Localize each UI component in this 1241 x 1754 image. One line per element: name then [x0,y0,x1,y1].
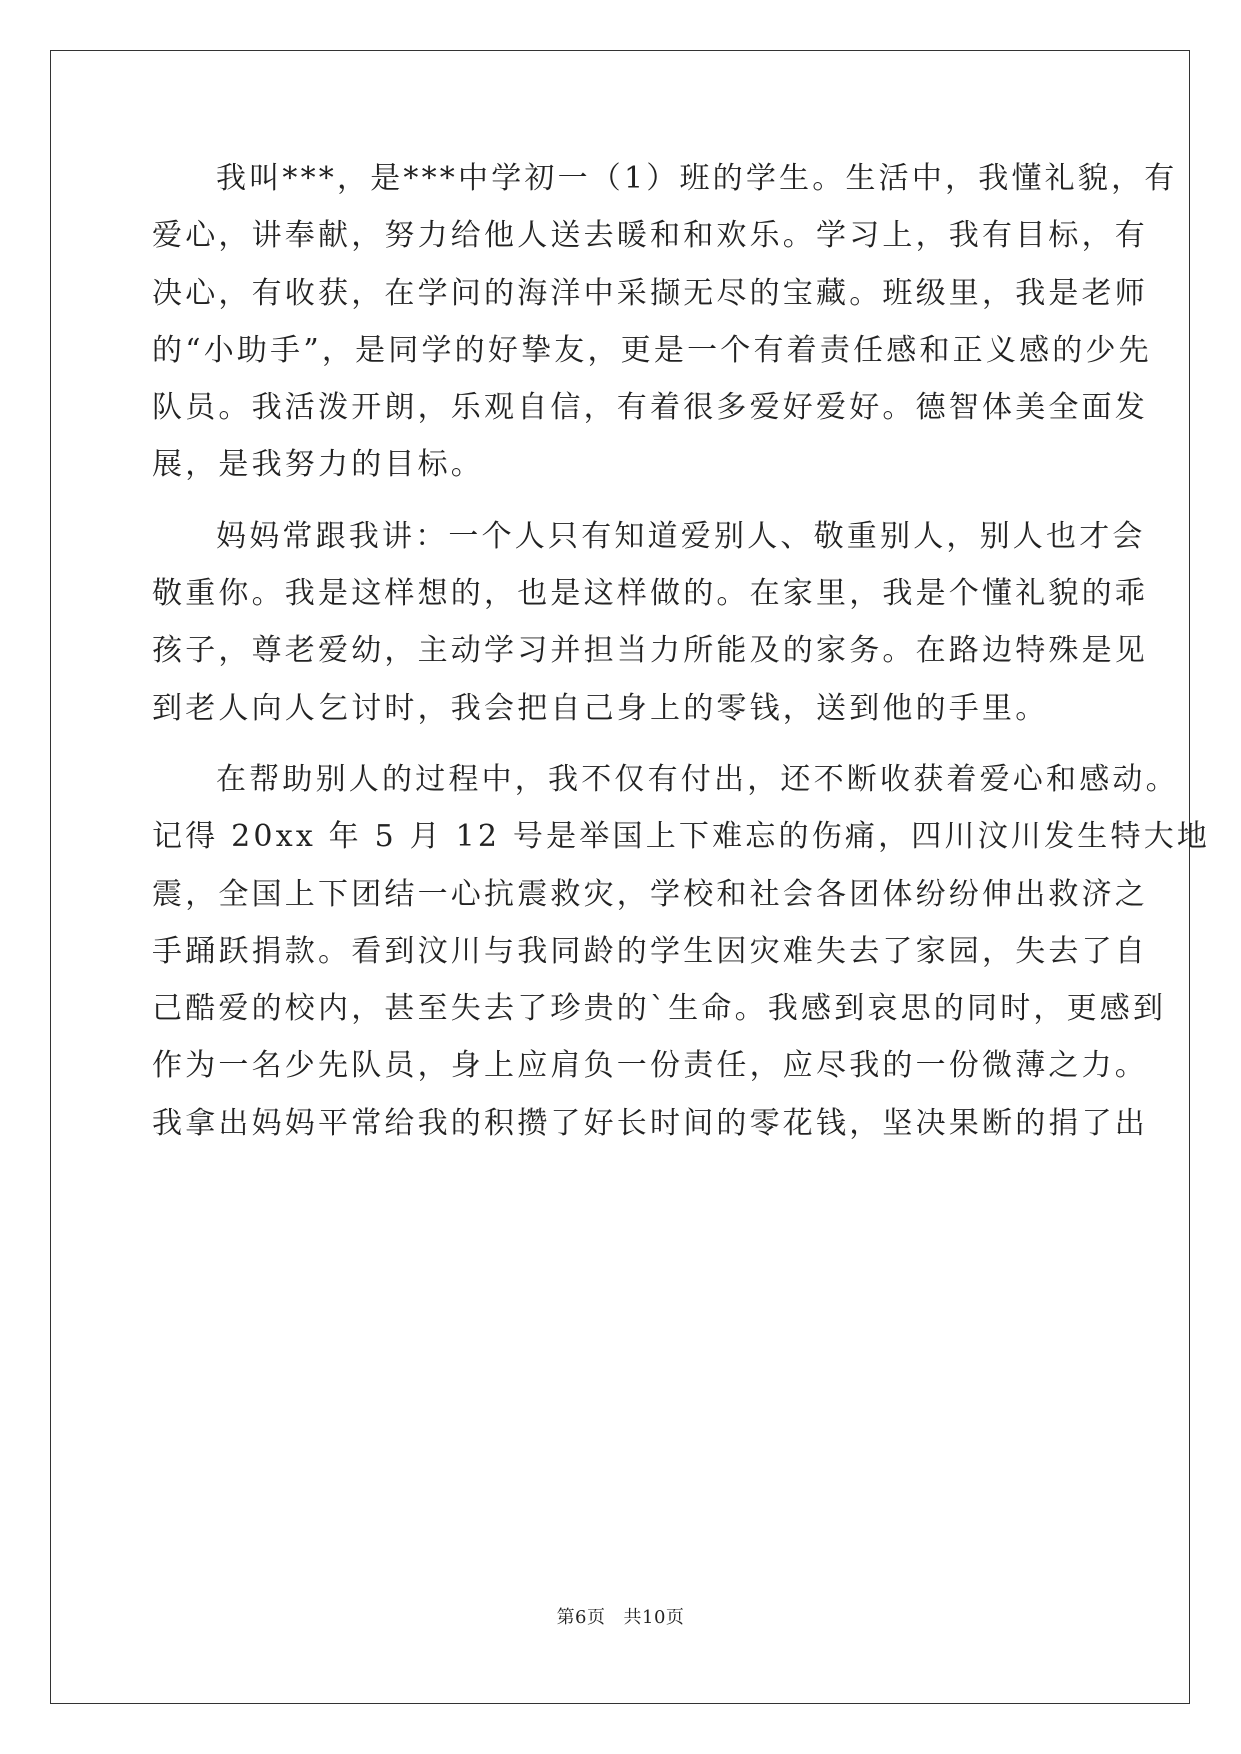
text-line: 敬重你。我是这样想的，也是这样做的。在家里，我是个懂礼貌的乖 [152,576,1148,612]
text-line: 展，是我努力的目标。 [152,447,484,483]
paragraph-3 [152,751,1211,1152]
paragraph-2 [152,508,1148,737]
text-line: 决心，有收获，在学问的海洋中采撷无尽的宝藏。班级里，我是老师 [152,275,1148,311]
text-line: 妈妈常跟我讲：一个人只有知道爱别人、敬重别人，别人也才会 [216,518,1146,554]
text-line: 我拿出妈妈平常给我的积攒了好长时间的零花钱，坚决果断的捐了出 [152,1105,1148,1141]
text-line: 的“小助手”，是同学的好挚友，更是一个有着责任感和正义感的少先 [152,332,1152,368]
text-line: 手踊跃捐款。看到汶川与我同龄的学生因灾难失去了家园，失去了自 [152,933,1148,969]
page-number: 第6页 [556,1607,606,1628]
paragraph-1 [152,150,1178,494]
text-line: 我叫***，是***中学初一（1）班的学生。生活中，我懂礼貌，有 [216,161,1178,196]
text-line: 己酷爱的校内，甚至失去了珍贵的`生命。我感到哀思的同时，更感到 [152,991,1167,1027]
text-line: 队员。我活泼开朗，乐观自信，有着很多爱好爱好。德智体美全面发 [152,390,1148,426]
text-line: 记得 20xx 年 5 月 12 号是举国上下难忘的伤痛，四川汶川发生特大地 [152,819,1211,855]
document-body [152,150,1211,1152]
page-footer [0,1603,1241,1629]
text-line: 到老人向人乞讨时，我会把自己身上的零钱，送到他的手里。 [152,690,1049,726]
text-line: 震，全国上下团结一心抗震救灾，学校和社会各团体纷纷伸出救济之 [152,876,1148,912]
page-total: 共10页 [623,1607,685,1628]
text-line: 在帮助别人的过程中，我不仅有付出，还不断收获着爱心和感动。 [216,761,1179,797]
text-line: 孩子，尊老爱幼，主动学习并担当力所能及的家务。在路边特殊是见 [152,633,1148,669]
text-line: 爱心，讲奉献，努力给他人送去暖和和欢乐。学习上，我有目标，有 [152,218,1148,254]
text-line: 作为一名少先队员，身上应肩负一份责任，应尽我的一份微薄之力。 [152,1048,1148,1084]
